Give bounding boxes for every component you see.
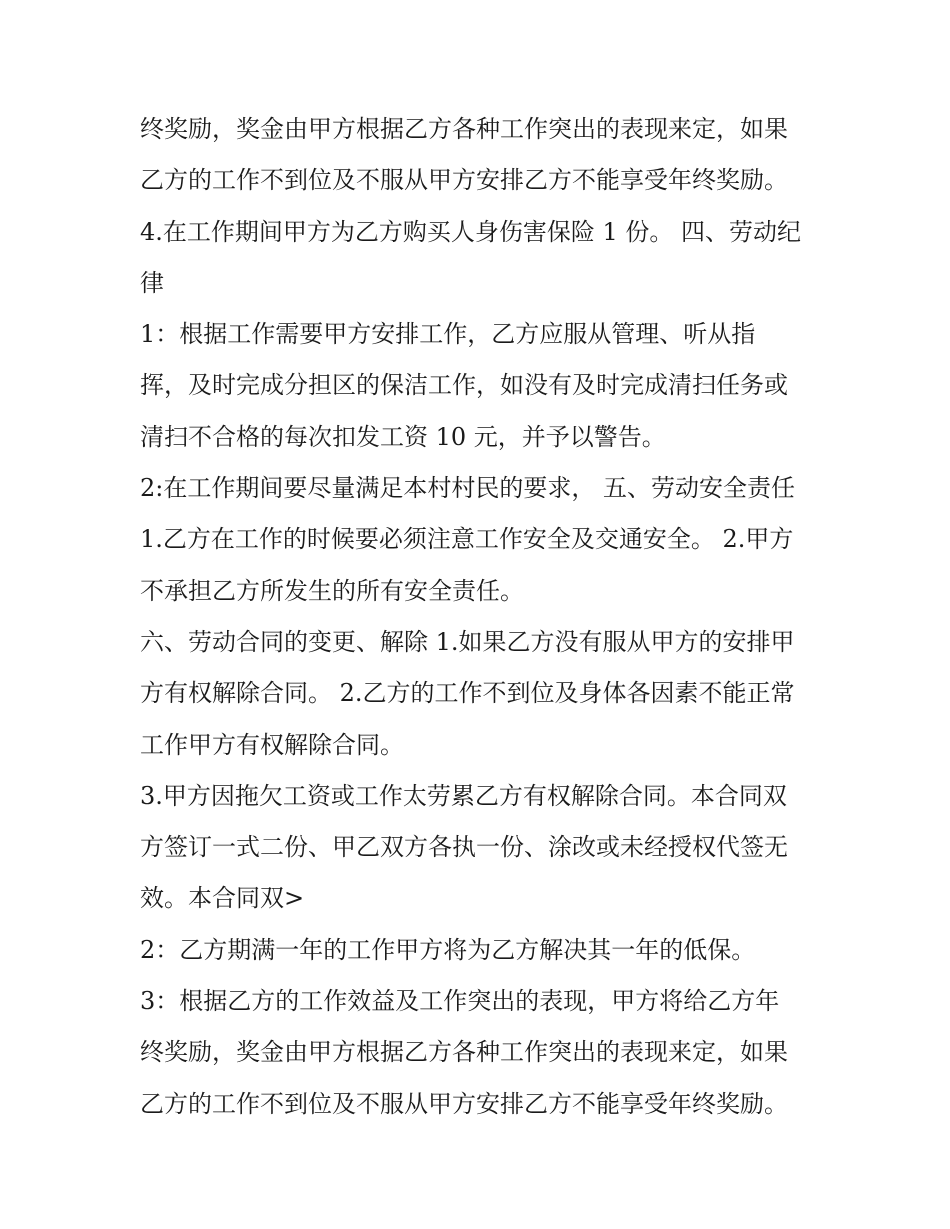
text-line-12: 方有权解除合同。 2.乙方的工作不到位及身体各因素不能正常 bbox=[140, 679, 795, 708]
text-line-2: 乙方的工作不到位及不服从甲方安排乙方不能享受年终奖励。 bbox=[140, 166, 788, 195]
text-line-11: 六、劳动合同的变更、解除 1.如果乙方没有服从甲方的安排甲 bbox=[140, 627, 795, 656]
text-line-8: 2:在工作期间要尽量满足本村村民的要求， 五、劳动安全责任 bbox=[140, 474, 795, 503]
text-line-17: 2：乙方期满一年的工作甲方将为乙方解决其一年的低保。 bbox=[140, 935, 756, 964]
text-line-1: 终奖励，奖金由甲方根据乙方各种工作突出的表现来定，如果 bbox=[140, 115, 788, 143]
text-line-20: 乙方的工作不到位及不服从甲方安排乙方不能享受年终奖励。 bbox=[140, 1089, 788, 1118]
text-line-3: 4.在工作期间甲方为乙方购买人身伤害保险 1 份。 四、劳动纪 bbox=[140, 217, 802, 246]
text-line-16: 效。本合同双> bbox=[140, 884, 305, 913]
text-line-6: 挥，及时完成分担区的保洁工作，如没有及时完成清扫任务或 bbox=[140, 371, 788, 400]
text-line-13: 工作甲方有权解除合同。 bbox=[140, 730, 404, 759]
text-line-15: 方签订一式二份、甲乙双方各执一份、涂改或未经授权代签无 bbox=[140, 833, 788, 862]
text-line-19: 终奖励，奖金由甲方根据乙方各种工作突出的表现来定，如果 bbox=[140, 1038, 788, 1067]
text-line-9: 1.乙方在工作的时候要必须注意工作安全及交通安全。 2.甲方 bbox=[140, 525, 794, 554]
text-line-18: 3：根据乙方的工作效益及工作突出的表现，甲方将给乙方年 bbox=[140, 987, 780, 1016]
text-line-5: 1：根据工作需要甲方安排工作，乙方应服从管理、听从指 bbox=[140, 320, 756, 349]
body-text bbox=[140, 104, 820, 1130]
text-line-10: 不承担乙方所发生的所有安全责任。 bbox=[140, 576, 524, 605]
text-line-4: 律 bbox=[140, 268, 164, 297]
text-line-14: 3.甲方因拖欠工资或工作太劳累乙方有权解除合同。本合同双 bbox=[140, 781, 787, 810]
text-line-7: 清扫不合格的每次扣发工资 10 元，并予以警告。 bbox=[140, 422, 666, 451]
